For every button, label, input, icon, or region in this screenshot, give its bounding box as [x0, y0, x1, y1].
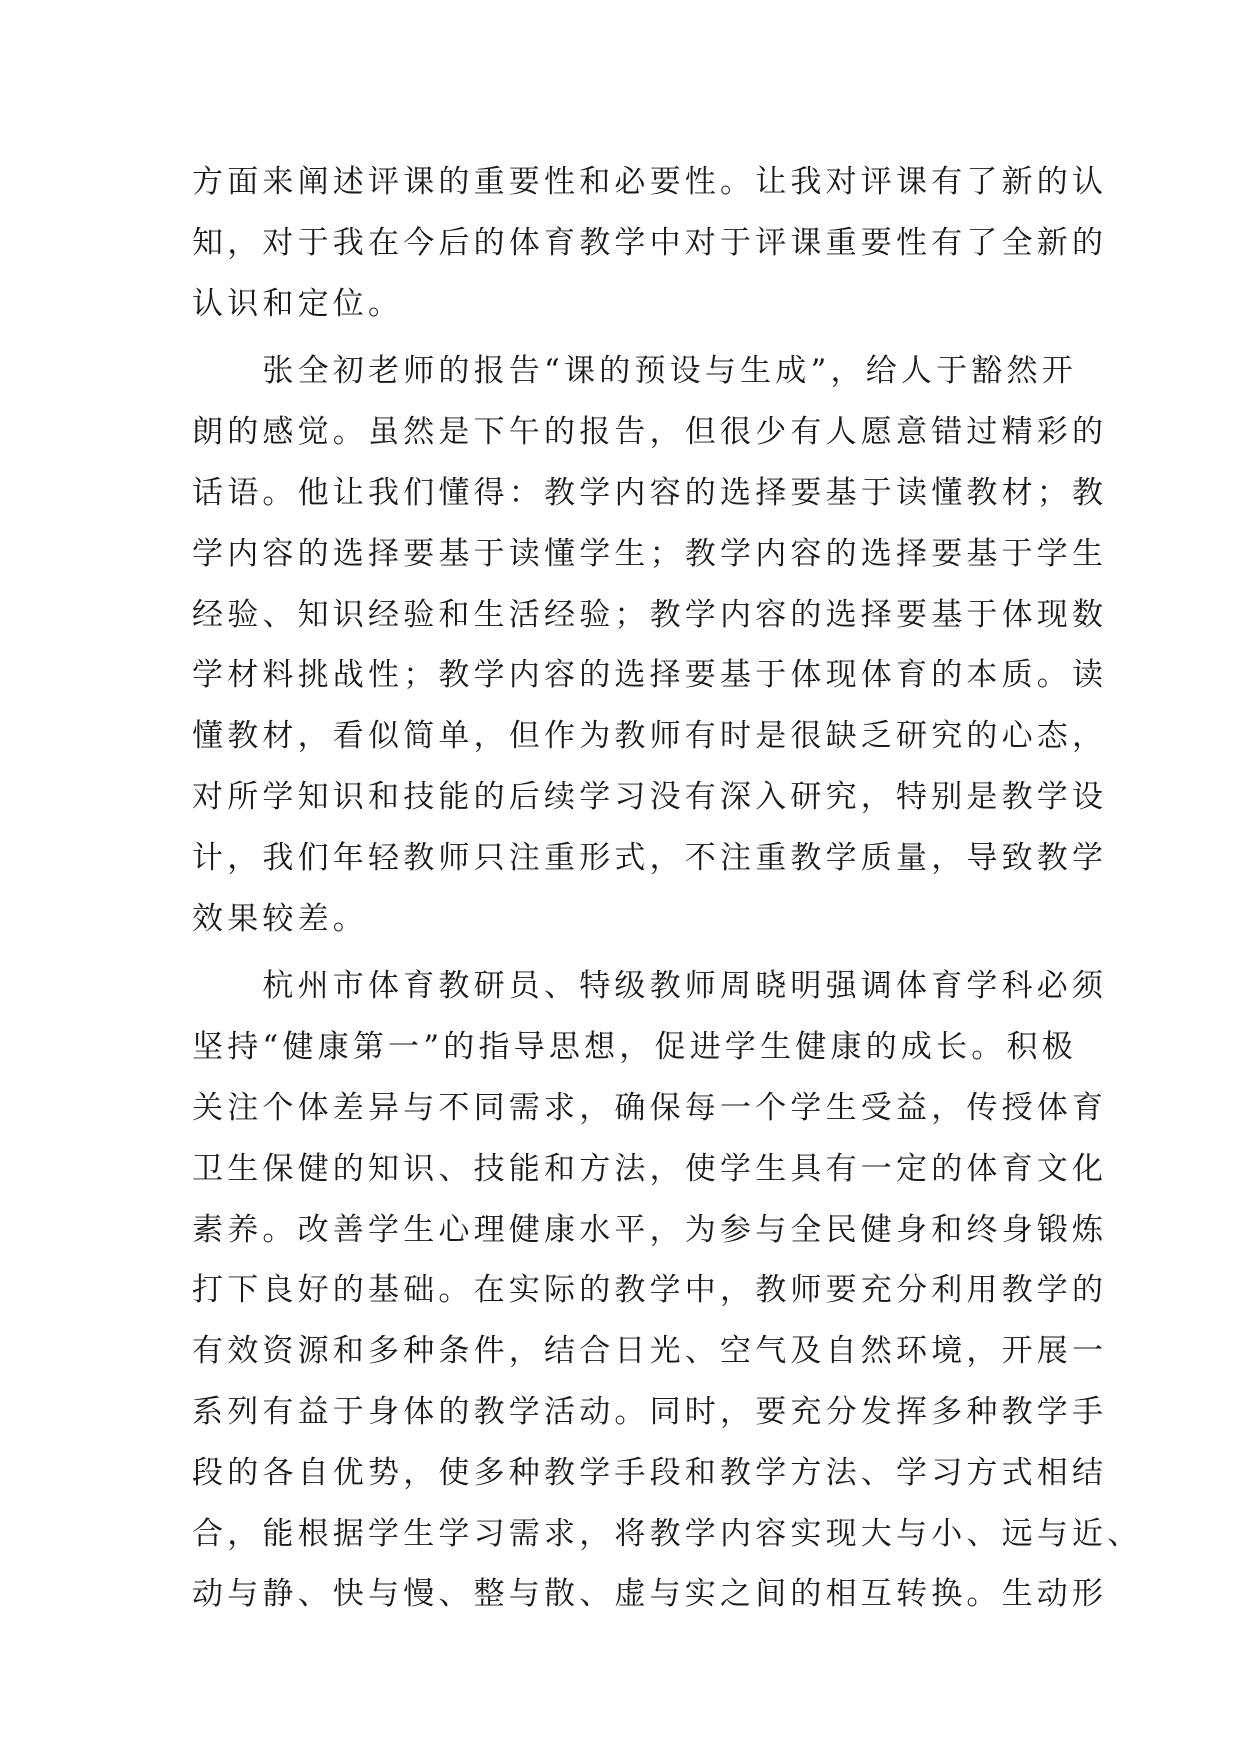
text-line: 话语。他让我们懂得：教学内容的选择要基于读懂教材；教 [192, 474, 1108, 511]
text-line: 知，对于我在今后的体育教学中对于评课重要性有了全新的 [192, 224, 1108, 261]
text-line: 有效资源和多种条件，结合日光、空气及自然环境，开展一 [192, 1333, 1108, 1370]
text-line: 动与静、快与慢、整与散、虚与实之间的相互转换。生动形 [192, 1576, 1108, 1613]
paragraph-evaluation-importance [192, 152, 1108, 334]
text-line: 朗的感觉。虽然是下午的报告，但很少有人愿意错过精彩的 [192, 414, 1108, 451]
text-line: 打下良好的基础。在实际的教学中，教师要充分利用教学的 [192, 1272, 1108, 1309]
text-line: 懂教材，看似简单，但作为教师有时是很缺乏研究的心态， [192, 718, 1108, 755]
text-line: 认识和定位。 [192, 285, 404, 322]
text-line: 学材料挑战性；教学内容的选择要基于体现体育的本质。读 [192, 657, 1108, 694]
text-line: 段的各自优势，使多种教学手段和教学方法、学习方式相结 [192, 1454, 1108, 1491]
text-line: 经验、知识经验和生活经验；教学内容的选择要基于体现数 [192, 596, 1108, 633]
text-line: 计，我们年轻教师只注重形式，不注重教学质量，导致教学 [192, 839, 1108, 876]
paragraph-zhang-report [192, 341, 1108, 949]
document-body [192, 152, 1143, 1625]
paragraph-gap [192, 334, 1062, 341]
text-line: 卫生保健的知识、技能和方法，使学生具有一定的体育文化 [192, 1150, 1108, 1187]
text-line: 合，能根据学生学习需求，将教学内容实现大与小、远与近、 [192, 1515, 1143, 1552]
text-line: 学内容的选择要基于读懂学生；教学内容的选择要基于学生 [192, 535, 1108, 572]
text-line: 系列有益于身体的教学活动。同时，要充分发挥多种教学手 [192, 1393, 1108, 1430]
text-line: 关注个体差异与不同需求，确保每一个学生受益，传授体育 [192, 1089, 1108, 1126]
text-line: 效果较差。 [192, 900, 368, 937]
text-line: 对所学知识和技能的后续学习没有深入研究，特别是教学设 [192, 778, 1108, 815]
text-line: 坚持“健康第一”的指导思想，促进学生健康的成长。积极 [192, 1029, 1077, 1066]
text-line: 杭州市体育教研员、特级教师周晓明强调体育学科必须 [192, 968, 1108, 1005]
text-line: 方面来阐述评课的重要性和必要性。让我对评课有了新的认 [192, 164, 1108, 200]
text-line: 张全初老师的报告“课的预设与生成”，给人于豁然开 [192, 353, 1077, 390]
paragraph-zhou-health [192, 956, 1143, 1625]
text-line: 素养。改善学生心理健康水平，为参与全民健身和终身锻炼 [192, 1211, 1108, 1248]
paragraph-gap [192, 949, 1062, 956]
